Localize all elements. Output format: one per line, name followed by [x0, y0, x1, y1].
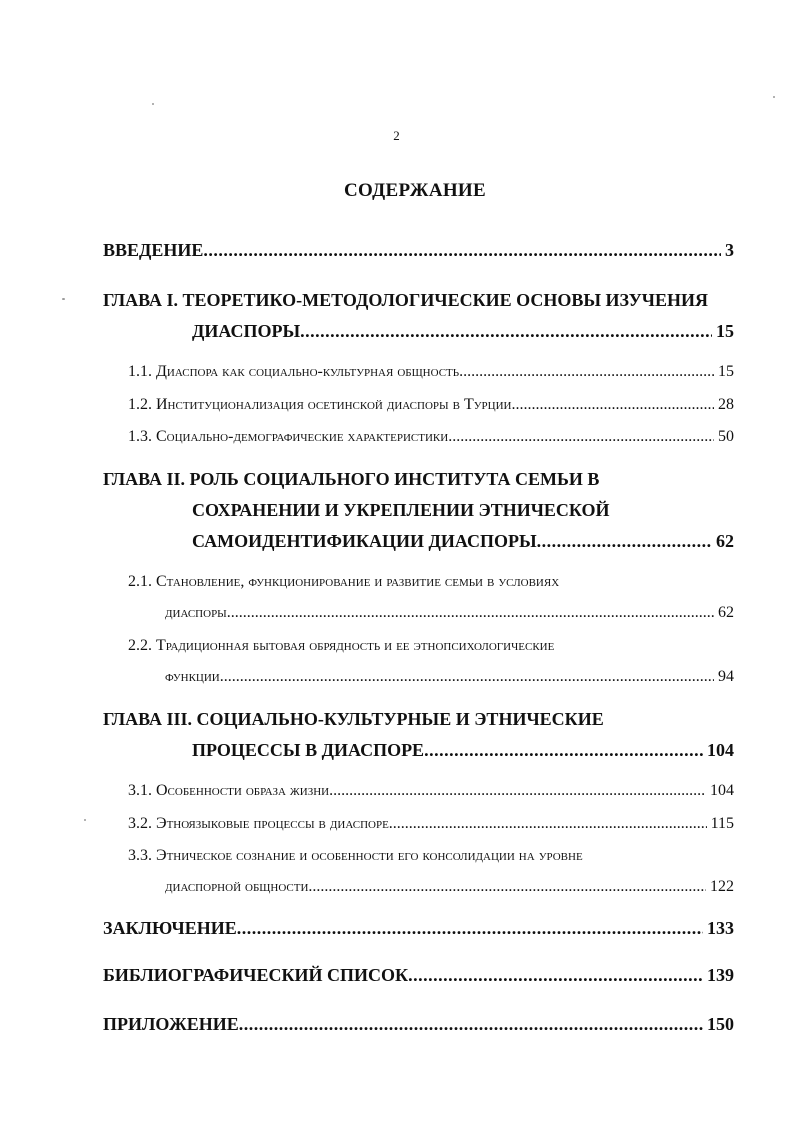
scan-speck [773, 96, 775, 98]
scan-speck [62, 298, 65, 300]
toc-entry-page: 62 [716, 531, 734, 551]
dot-leader [220, 668, 714, 686]
section-2-1-title-line-1: 2.1. Становление, функционирование и развитие семьи в условиях [128, 573, 560, 590]
toc-entry-label: ДИАСПОРЫ [192, 321, 301, 341]
toc-entry-appendix[interactable] [103, 1014, 734, 1035]
scan-speck [152, 103, 154, 105]
toc-entry-label: САМОИДЕНТИФИКАЦИИ ДИАСПОРЫ [192, 531, 537, 551]
toc-entry-page: 104 [707, 740, 734, 760]
toc-entry-page: 115 [710, 815, 734, 832]
dot-leader [329, 782, 706, 800]
toc-entry-intro[interactable] [103, 240, 734, 261]
chapter-2-title-line-1: ГЛАВА II. РОЛЬ СОЦИАЛЬНОГО ИНСТИТУТА СЕМЬИ В [103, 469, 600, 489]
toc-entry-label: диаспорной общности [165, 878, 309, 895]
dot-leader [239, 1014, 703, 1035]
toc-entry-label: 1.2. Институционализация осетинской диаспоры в Турции [128, 396, 512, 413]
toc-entry-chapter-3[interactable] [192, 740, 734, 761]
toc-entry-page: 62 [718, 604, 734, 621]
toc-entry-page: 15 [718, 363, 734, 380]
scan-speck [84, 819, 86, 821]
toc-entry-label: 3.2. Этноязыковые процессы в диаспоре [128, 815, 389, 832]
toc-entry-label: 3.1. Особенности образа жизни [128, 782, 330, 799]
chapter-3-title-line-1: ГЛАВА III. СОЦИАЛЬНО-КУЛЬТУРНЫЕ И ЭТНИЧЕСКИЕ [103, 709, 604, 729]
toc-entry-section-2-1[interactable] [165, 604, 734, 622]
dot-leader [308, 878, 706, 896]
toc-entry-section-1-3[interactable] [128, 428, 734, 446]
toc-entry-bibliography[interactable] [103, 965, 734, 986]
dot-leader [300, 321, 712, 342]
toc-entry-label: ПРОЦЕССЫ В ДИАСПОРЕ [192, 740, 425, 760]
dot-leader [511, 396, 714, 414]
toc-entry-section-3-2[interactable] [128, 815, 734, 833]
toc-entry-label: 1.1. Диаспора как социально-культурная общность [128, 363, 460, 380]
toc-entry-label: ЗАКЛЮЧЕНИЕ [103, 918, 237, 938]
dot-leader [537, 531, 712, 552]
dot-leader [448, 428, 714, 446]
section-3-3-title-line-1: 3.3. Этническое сознание и особенности его консолидации на уровне [128, 847, 583, 864]
dot-leader [408, 965, 703, 986]
toc-entry-label: ПРИЛОЖЕНИЕ [103, 1014, 239, 1034]
dot-leader [459, 363, 714, 381]
toc-entry-page: 94 [718, 668, 734, 685]
toc-entry-page: 104 [710, 782, 734, 799]
toc-entry-page: 3 [725, 240, 734, 260]
toc-entry-label: 1.3. Социально-демографические характеристики [128, 428, 449, 445]
toc-entry-page: 122 [710, 878, 734, 895]
toc-entry-section-3-1[interactable] [128, 782, 734, 800]
toc-entry-page: 150 [707, 1014, 734, 1034]
toc-entry-conclusion[interactable] [103, 918, 734, 939]
dot-leader [424, 740, 703, 761]
dot-leader [389, 815, 707, 833]
toc-entry-page: 133 [707, 918, 734, 938]
page-number: 2 [393, 128, 400, 143]
toc-entry-label: диаспоры [165, 604, 227, 621]
toc-entry-label: функции [165, 668, 220, 685]
toc-entry-label: ВВЕДЕНИЕ [103, 240, 204, 260]
toc-entry-section-2-2[interactable] [165, 668, 734, 686]
chapter-2-title-line-2: СОХРАНЕНИИ И УКРЕПЛЕНИИ ЭТНИЧЕСКОЙ [192, 500, 610, 520]
toc-entry-page: 15 [716, 321, 734, 341]
toc-entry-page: 139 [707, 965, 734, 985]
toc-entry-section-1-2[interactable] [128, 396, 734, 414]
toc-entry-label: БИБЛИОГРАФИЧЕСКИЙ СПИСОК [103, 965, 409, 985]
dot-leader [203, 240, 721, 261]
dot-leader [237, 918, 703, 939]
toc-entry-section-3-3[interactable] [165, 878, 734, 896]
toc-entry-section-1-1[interactable] [128, 363, 734, 381]
section-2-2-title-line-1: 2.2. Традиционная бытовая обрядность и ее этнопсихологические [128, 637, 555, 654]
chapter-1-title-line-1: ГЛАВА I. ТЕОРЕТИКО-МЕТОДОЛОГИЧЕСКИЕ ОСНОВЫ ИЗУЧЕНИЯ [103, 290, 709, 310]
toc-entry-page: 50 [718, 428, 734, 445]
toc-entry-chapter-1[interactable] [192, 321, 734, 342]
toc-entry-page: 28 [718, 396, 734, 413]
toc-entry-chapter-2[interactable] [192, 531, 734, 552]
page-title: СОДЕРЖАНИЕ [344, 180, 486, 201]
dot-leader [227, 604, 714, 622]
